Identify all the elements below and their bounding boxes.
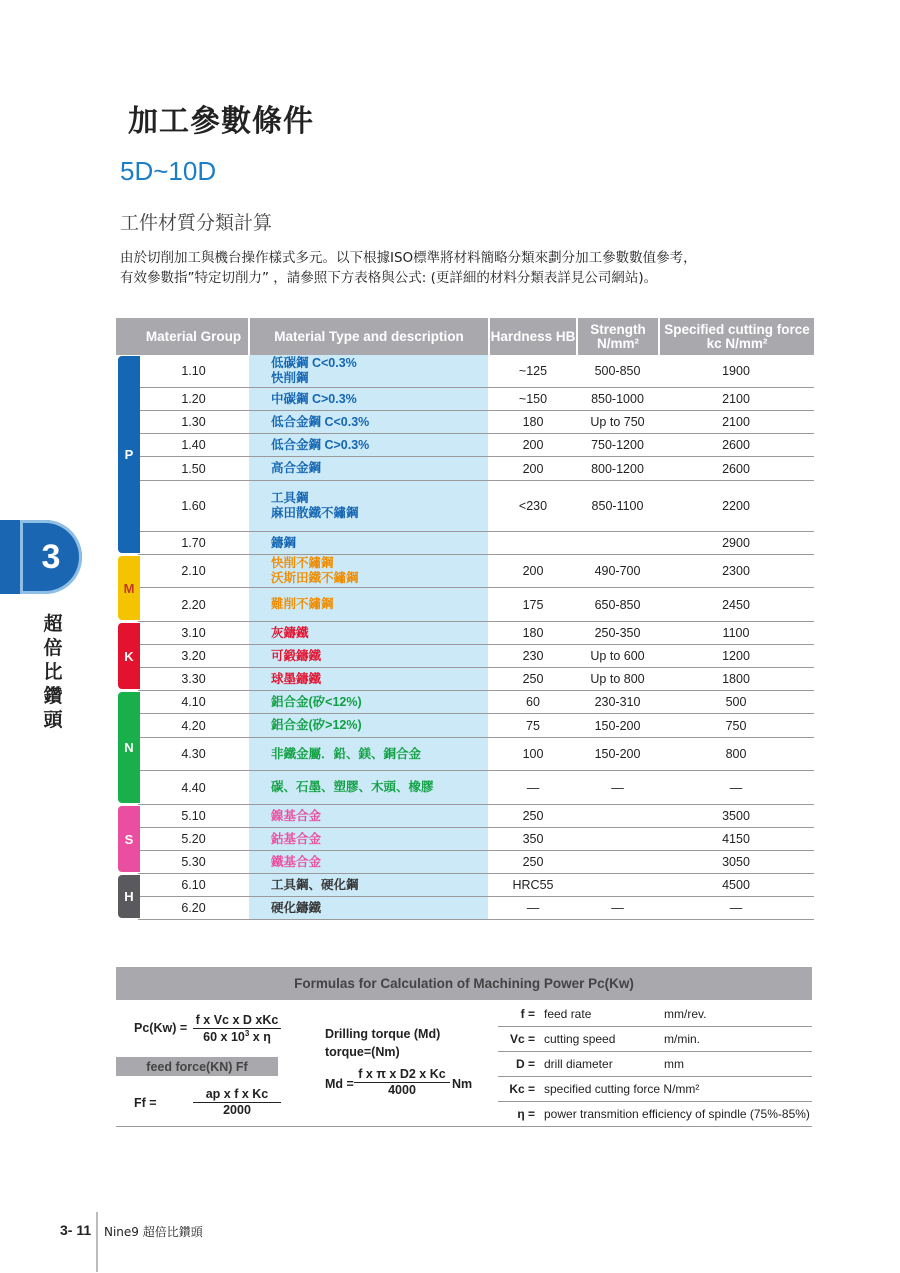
strength-cell: — [611,780,624,795]
material-description-cell [271,738,501,770]
material-description-cell [271,457,501,480]
hardness-cell: HRC55 [512,878,554,892]
strength-cell: Up to 800 [590,672,645,686]
strength-cell: 150-200 [594,747,641,761]
strength-cell: 750-1200 [591,438,644,452]
material-description-line: 鈷基合金 [271,831,322,846]
strength-cell: — [611,901,624,915]
legend-description: specified cutting force N/mm² [544,1082,700,1096]
material-description-line: 碳、石墨、塑膠、木頭、橡膠 [271,780,434,794]
material-group-cell: 4.40 [181,780,206,795]
iso-group-band-m: M [118,556,140,620]
hardness-cell: 250 [522,855,544,869]
material-description-cell [271,668,501,690]
cutting-force-cell: 500 [725,695,747,709]
chapter-tab-band [0,520,22,594]
legend-description: feed rate [544,1007,592,1021]
page-title: 加工參數條件 [128,104,314,139]
material-group-cell: 5.20 [181,832,206,846]
iso-group-band-s: S [118,806,140,872]
material-description-line: 鋁合金(矽>12%) [271,718,362,732]
md-fraction [354,1067,450,1097]
strength-cell: 490-700 [594,564,641,578]
hardness-cell [489,532,577,554]
table-row [138,714,814,738]
material-description-cell [271,645,501,667]
hardness-cell: 250 [522,672,544,686]
cutting-force-cell: 2600 [722,438,750,452]
hardness-cell: 180 [522,415,544,429]
table-row [138,481,814,532]
table-row [138,388,814,411]
intro-text [120,248,697,288]
chapter-label [38,612,68,732]
cutting-force-cell: 1100 [722,626,750,640]
material-description-cell [271,805,501,827]
material-group-cell: 2.20 [181,597,206,612]
material-description-cell [271,411,501,433]
ff-fraction [193,1087,281,1117]
material-description-line: 麻田散鐵不鏽鋼 [271,506,359,520]
strength-cell: 850-1000 [591,392,644,406]
strength-cell: 850-1100 [591,499,644,513]
hardness-cell: 175 [522,597,544,612]
md-label: Md = [325,1077,354,1091]
table-row [138,897,814,920]
material-group-cell: 5.30 [181,855,206,869]
strength-cell [577,828,658,850]
hardness-cell: 350 [522,832,544,846]
cutting-force-cell: 2100 [722,392,750,406]
md-unit: Nm [452,1077,473,1091]
hardness-cell: 180 [522,626,544,640]
formula-bottom-rule [116,1126,812,1127]
table-row [138,457,814,481]
formula-header: Formulas for Calculation of Machining Power Pc(Kw) [116,967,812,1000]
chapter-number: 3 [20,520,82,594]
intro-line-1: 由於切削加工與機台操作樣式多元。以下根據ISO標準將材料簡略分類來劃分加工參數數值參考， [120,250,697,266]
material-description-line: 沃斯田鐵不鏽鋼 [271,571,359,585]
cutting-force-cell: 4150 [722,832,750,846]
legend-row [498,1102,812,1126]
table-row [138,622,814,645]
hardness-cell: — [526,901,540,915]
material-description-cell [271,897,501,919]
material-description-line: 可鍛鑄鐵 [271,648,322,663]
material-group-cell: 1.40 [181,438,206,452]
table-row [138,691,814,714]
legend-row [498,1027,812,1052]
material-description-line: 鑄鋼 [271,535,297,550]
table-row [138,411,814,434]
ff-numerator: ap x f x Kc [193,1087,281,1103]
material-description-cell [271,481,501,531]
material-group-cell: 3.10 [181,626,206,640]
pc-numerator: f x Vc x D xKc [193,1013,281,1029]
chapter-label-char: 倍 [43,637,63,659]
table-row [138,645,814,668]
material-description-line: 鐵基合金 [271,854,322,869]
table-row [138,851,814,874]
feed-force-title: feed force(KN) Ff [116,1057,278,1076]
legend-row [498,1002,812,1027]
page-subtitle: 5D~10D [120,156,217,186]
page-number: 3- 11 [60,1222,92,1238]
material-description-line: 鋁合金(矽<12%) [271,694,362,709]
pc-denominator [193,1029,281,1044]
material-description-line: 中碳鋼 C>0.3% [271,391,357,406]
material-description-line: 低合金鋼 C<0.3% [271,414,370,429]
hardness-cell: — [526,780,540,795]
header-material-type: Material Type and description [274,328,464,344]
material-description-line: 高合金鋼 [271,461,322,475]
chapter-label-char: 超 [43,613,63,635]
material-group-cell: 2.10 [181,564,206,578]
footer-brand: Nine9 超倍比鑽頭 [104,1225,203,1239]
material-description-cell [271,771,501,804]
strength-cell: 250-350 [594,626,641,640]
table-row [138,738,814,771]
legend-unit: m/min. [664,1032,700,1046]
material-description-line: 低合金鋼 C>0.3% [271,437,370,452]
cutting-force-cell: 2450 [722,597,750,612]
material-description-line: 工具鋼 [271,491,309,505]
pc-label: Pc(Kw) = [134,1021,188,1035]
hardness-cell: 60 [526,695,540,709]
material-group-cell: 4.30 [181,747,206,761]
material-group-cell: 1.70 [181,536,206,550]
iso-group-band-p: P [118,356,140,553]
cutting-force-cell: 3050 [722,855,750,869]
hardness-cell: 200 [522,564,544,578]
hardness-cell: 250 [522,809,544,823]
material-description-line: 鎳基合金 [271,808,322,823]
legend-symbol: Kc = [509,1082,535,1096]
table-row [138,434,814,457]
table-row [138,805,814,828]
hardness-cell: 200 [522,461,544,476]
material-description-cell [271,874,501,896]
iso-group-band-k: K [118,623,140,689]
pc-den-eta: x η [249,1030,271,1045]
ff-denominator: 2000 [223,1103,251,1117]
iso-group-band-h: H [118,875,140,918]
hardness-cell: <230 [518,499,548,513]
legend-row [498,1052,812,1077]
hardness-cell: ~125 [518,364,548,378]
material-group-cell: 1.50 [181,461,206,476]
legend-symbol: η = [517,1107,535,1121]
iso-group-band-n: N [118,692,140,803]
intro-line-2: 有效參數指”特定切削力” ，請參照下方表格與公式: (更詳細的材料分類表詳見公司網站)。 [120,270,658,286]
material-description-cell [271,434,501,456]
cutting-force-cell: 4500 [722,878,750,892]
cutting-force-cell: 3500 [722,809,750,823]
ff-label: Ff = [134,1096,157,1110]
material-description-cell [271,388,501,410]
legend-row [498,1077,812,1102]
header-material-group: Material Group [145,328,242,344]
torque-subtitle: torque=(Nm) [325,1045,400,1059]
cutting-force-cell: 2600 [722,461,750,476]
material-description-cell [271,851,501,873]
chapter-tab [0,520,86,598]
cutting-force-cell: 2100 [722,415,750,429]
cutting-force-cell: 1800 [722,672,750,686]
cutting-force-cell: — [729,780,743,795]
material-description-cell [271,532,501,554]
cutting-force-cell: 800 [725,747,747,761]
section-heading: 工件材質分類計算 [120,212,273,234]
material-description-cell [271,555,501,587]
material-description-line: 工具鋼、硬化鋼 [271,877,359,892]
legend-unit: mm/rev. [664,1007,707,1021]
md-numerator: f x π x D2 x Kc [354,1067,450,1083]
hardness-cell: 75 [526,718,540,733]
hardness-cell: 100 [522,747,544,761]
legend-description: cutting speed [544,1032,616,1046]
legend-symbol: Vc = [509,1032,535,1046]
material-group-cell: 5.10 [181,809,206,823]
strength-cell: 230-310 [594,695,641,709]
table-row [138,532,814,555]
material-description-line: 硬化鑄鐵 [271,900,322,915]
pc-fraction [193,1013,281,1044]
strength-cell [577,532,658,554]
material-description-line: 球墨鑄鐵 [271,671,322,686]
legend-description: drill diameter [544,1057,613,1071]
header-strength: Strength N/mm² [590,321,646,351]
pc-den-base: 60 x 10 [203,1030,245,1045]
chapter-label-char: 比 [43,661,63,683]
cutting-force-cell: — [729,901,743,915]
cutting-force-cell: 750 [725,718,747,733]
legend-unit: mm [664,1057,684,1071]
strength-cell: 150-200 [594,718,641,733]
material-description-line: 低碳鋼 C<0.3% [271,356,357,370]
strength-cell [577,805,658,827]
material-group-cell: 1.60 [181,499,206,513]
material-group-cell: 3.30 [181,672,206,686]
legend-symbol: D = [515,1057,535,1071]
material-description-cell [271,355,501,387]
table-row [138,771,814,805]
table-row [138,874,814,897]
table-row [138,588,814,622]
material-group-cell: 3.20 [181,649,206,663]
legend-symbol: f = [520,1007,535,1021]
material-description-line: 灰鑄鐵 [271,625,309,640]
strength-cell: 650-850 [594,597,641,612]
strength-cell: 800-1200 [591,461,644,476]
material-description-cell [271,622,501,644]
strength-cell [577,851,658,873]
table-row [138,668,814,691]
md-denominator: 4000 [388,1083,416,1097]
material-description-cell [271,691,501,713]
material-group-cell: 6.20 [181,901,206,915]
pc-den-exponent: 3 [244,1029,250,1038]
table-row [138,828,814,851]
chapter-label-char: 頭 [43,709,63,731]
material-table-header [116,318,814,355]
material-group-cell: 4.10 [181,695,206,709]
material-group-cell: 1.20 [181,392,206,406]
material-description-line: 難削不鏽鋼 [271,597,334,611]
cutting-force-cell: 1200 [722,649,750,663]
cutting-force-cell: 1900 [722,364,750,378]
legend-description: power transmition efficiency of spindle (75%-85%) [544,1107,810,1121]
strength-cell: 500-850 [594,364,641,378]
header-hardness: Hardness HB [490,328,576,344]
cutting-force-cell: 2900 [722,536,750,550]
cutting-force-cell: 2300 [722,564,750,578]
strength-cell: Up to 600 [590,649,645,663]
hardness-cell: 200 [522,438,544,452]
material-description-line: 快削不鏽鋼 [271,556,334,570]
table-row [138,355,814,388]
material-group-cell: 6.10 [181,878,206,892]
strength-cell: Up to 750 [590,415,645,429]
material-description-cell [271,588,501,621]
material-description-cell [271,828,501,850]
header-cutting-force: Specified cutting force kc N/mm² [664,321,810,351]
material-group-cell: 1.10 [181,364,206,378]
hardness-cell: ~150 [518,392,548,406]
footer-divider [96,1212,98,1272]
material-description-line: 非鐵金屬．鉛、鎂、銅合金 [271,746,422,761]
material-description-cell [271,714,501,737]
cutting-force-cell: 2200 [722,499,750,513]
material-group-cell: 4.20 [181,718,206,733]
material-group-cell: 1.30 [181,415,206,429]
material-description-line: 快削鋼 [271,371,309,385]
table-row [138,555,814,588]
torque-title: Drilling torque (Md) [325,1027,441,1041]
hardness-cell: 230 [522,649,544,663]
chapter-label-char: 鑽 [43,685,63,707]
strength-cell [577,874,658,896]
